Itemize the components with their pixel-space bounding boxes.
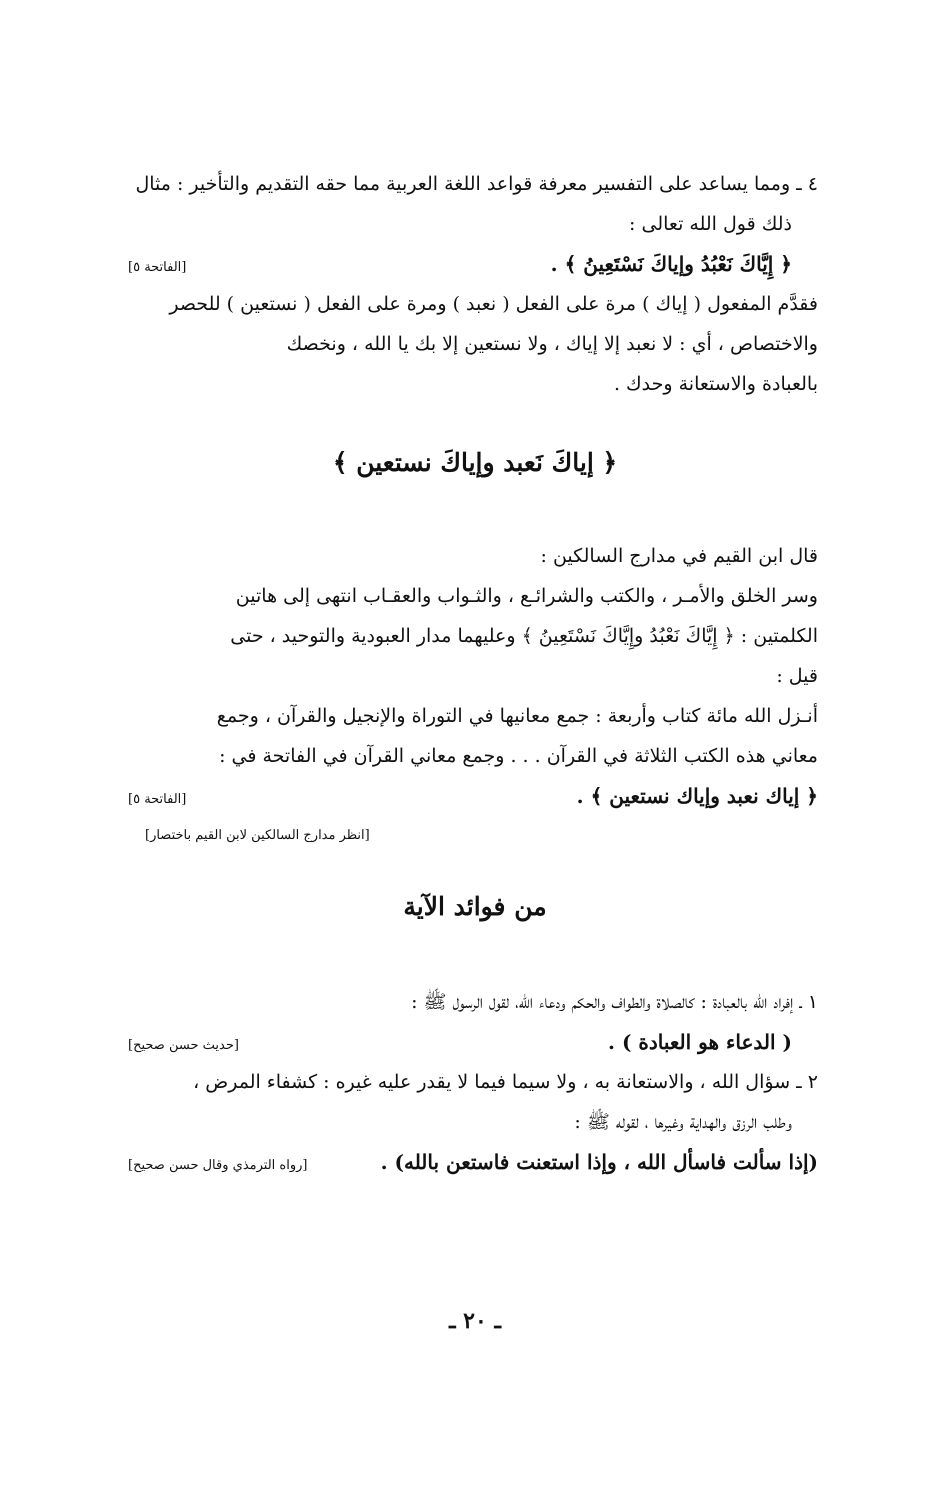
benefit-item: وطلب الرزق والهداية وغيرها ، لقوله ﷺ : <box>574 1111 792 1133</box>
paragraph-line: فقدَّم المفعول ( إياك ) مرة على الفعل ( نعبد ) ومرة على الفعل ( نستعين ) للحصر <box>169 293 818 315</box>
benefits-heading: من فوائد الآية <box>403 892 547 921</box>
paragraph-line: ذلك قول الله تعالى : <box>629 213 792 235</box>
paragraph-line: أنـزل الله مائة كتاب وأربعة : جمع معانيها في التوراة والإنجيل والقرآن ، وجمع <box>216 705 818 727</box>
benefit-item: ١ ـ إفراد الله بالعبادة : كالصلاة والطواف والحكم ودعاء الله، لقول الرسول ﷺ : <box>411 991 818 1013</box>
paragraph-line: والاختصاص ، أي : لا نعبد إلا إياك ، ولا نستعين إلا بك يا الله ، ونخصك <box>286 333 818 355</box>
verse-heading: ﴿ إياكَ نَعبد وإياكَ نستعين ﴾ <box>332 448 618 477</box>
quran-verse: ﴿ إياك نعبد وإياك نستعين ﴾ . <box>576 784 818 808</box>
source-citation: [انظر مدارج السالكين لابن القيم باختصار] <box>145 828 370 843</box>
paragraph-line: بالعبادة والاستعانة وحدك . <box>613 373 818 395</box>
quran-verse: ﴿ إِيَّاكَ نَعْبُدُ وإياكَ نَسْتَعِينُ ﴾ . <box>550 252 792 276</box>
section-grammar-example <box>128 164 818 404</box>
benefit-item: ٢ ـ سؤال الله ، والاستعانة به ، ولا سيما فيما لا يقدر عليه غيره : كشفاء المرض ، <box>193 1071 818 1093</box>
section-ibn-qayyim-quote <box>128 536 818 816</box>
paragraph-line: ٤ ـ ومما يساعد على التفسير معرفة قواعد اللغة العربية مما حقه التقديم والتأخير : مثال <box>135 173 818 195</box>
verse-reference: [الفاتحة ٥] <box>128 792 187 807</box>
quran-verse-row <box>128 244 818 284</box>
section-benefits <box>128 982 818 1182</box>
paragraph-line: وسر الخلق والأمـر ، والكتب والشرائـع ، والثـواب والعقـاب انتهى إلى هاتين <box>235 585 818 607</box>
hadith-reference: [رواه الترمذي وقال حسن صحيح] <box>128 1158 308 1173</box>
verse-reference: [الفاتحة ٥] <box>128 260 187 275</box>
paragraph-line: قيل : <box>776 665 818 687</box>
paragraph-line: قال ابن القيم في مدارج السالكين : <box>540 545 818 567</box>
hadith-row <box>128 1142 818 1182</box>
paragraph-line: معاني هذه الكتب الثلاثة في القرآن . . . وجمع معاني القرآن في الفاتحة في : <box>219 745 818 767</box>
hadith-row <box>128 1022 818 1062</box>
hadith-quote: ( الدعاء هو العبادة ) . <box>608 1030 792 1054</box>
paragraph-line: الكلمتين : ﴿ إِيَّاكَ نَعْبُدُ وإِيَّاكَ نَسْتَعِينُ ﴾ وعليهما مدار العبودية والتوحيد ، حتى <box>230 625 818 647</box>
hadith-reference: [حديث حسن صحيح] <box>128 1038 239 1053</box>
quran-verse-row <box>128 776 818 816</box>
hadith-quote: (إذا سألت فاسأل الله ، وإذا استعنت فاستعن بالله) . <box>380 1150 818 1174</box>
page-number: ـ ٢٠ ـ <box>449 1308 501 1334</box>
